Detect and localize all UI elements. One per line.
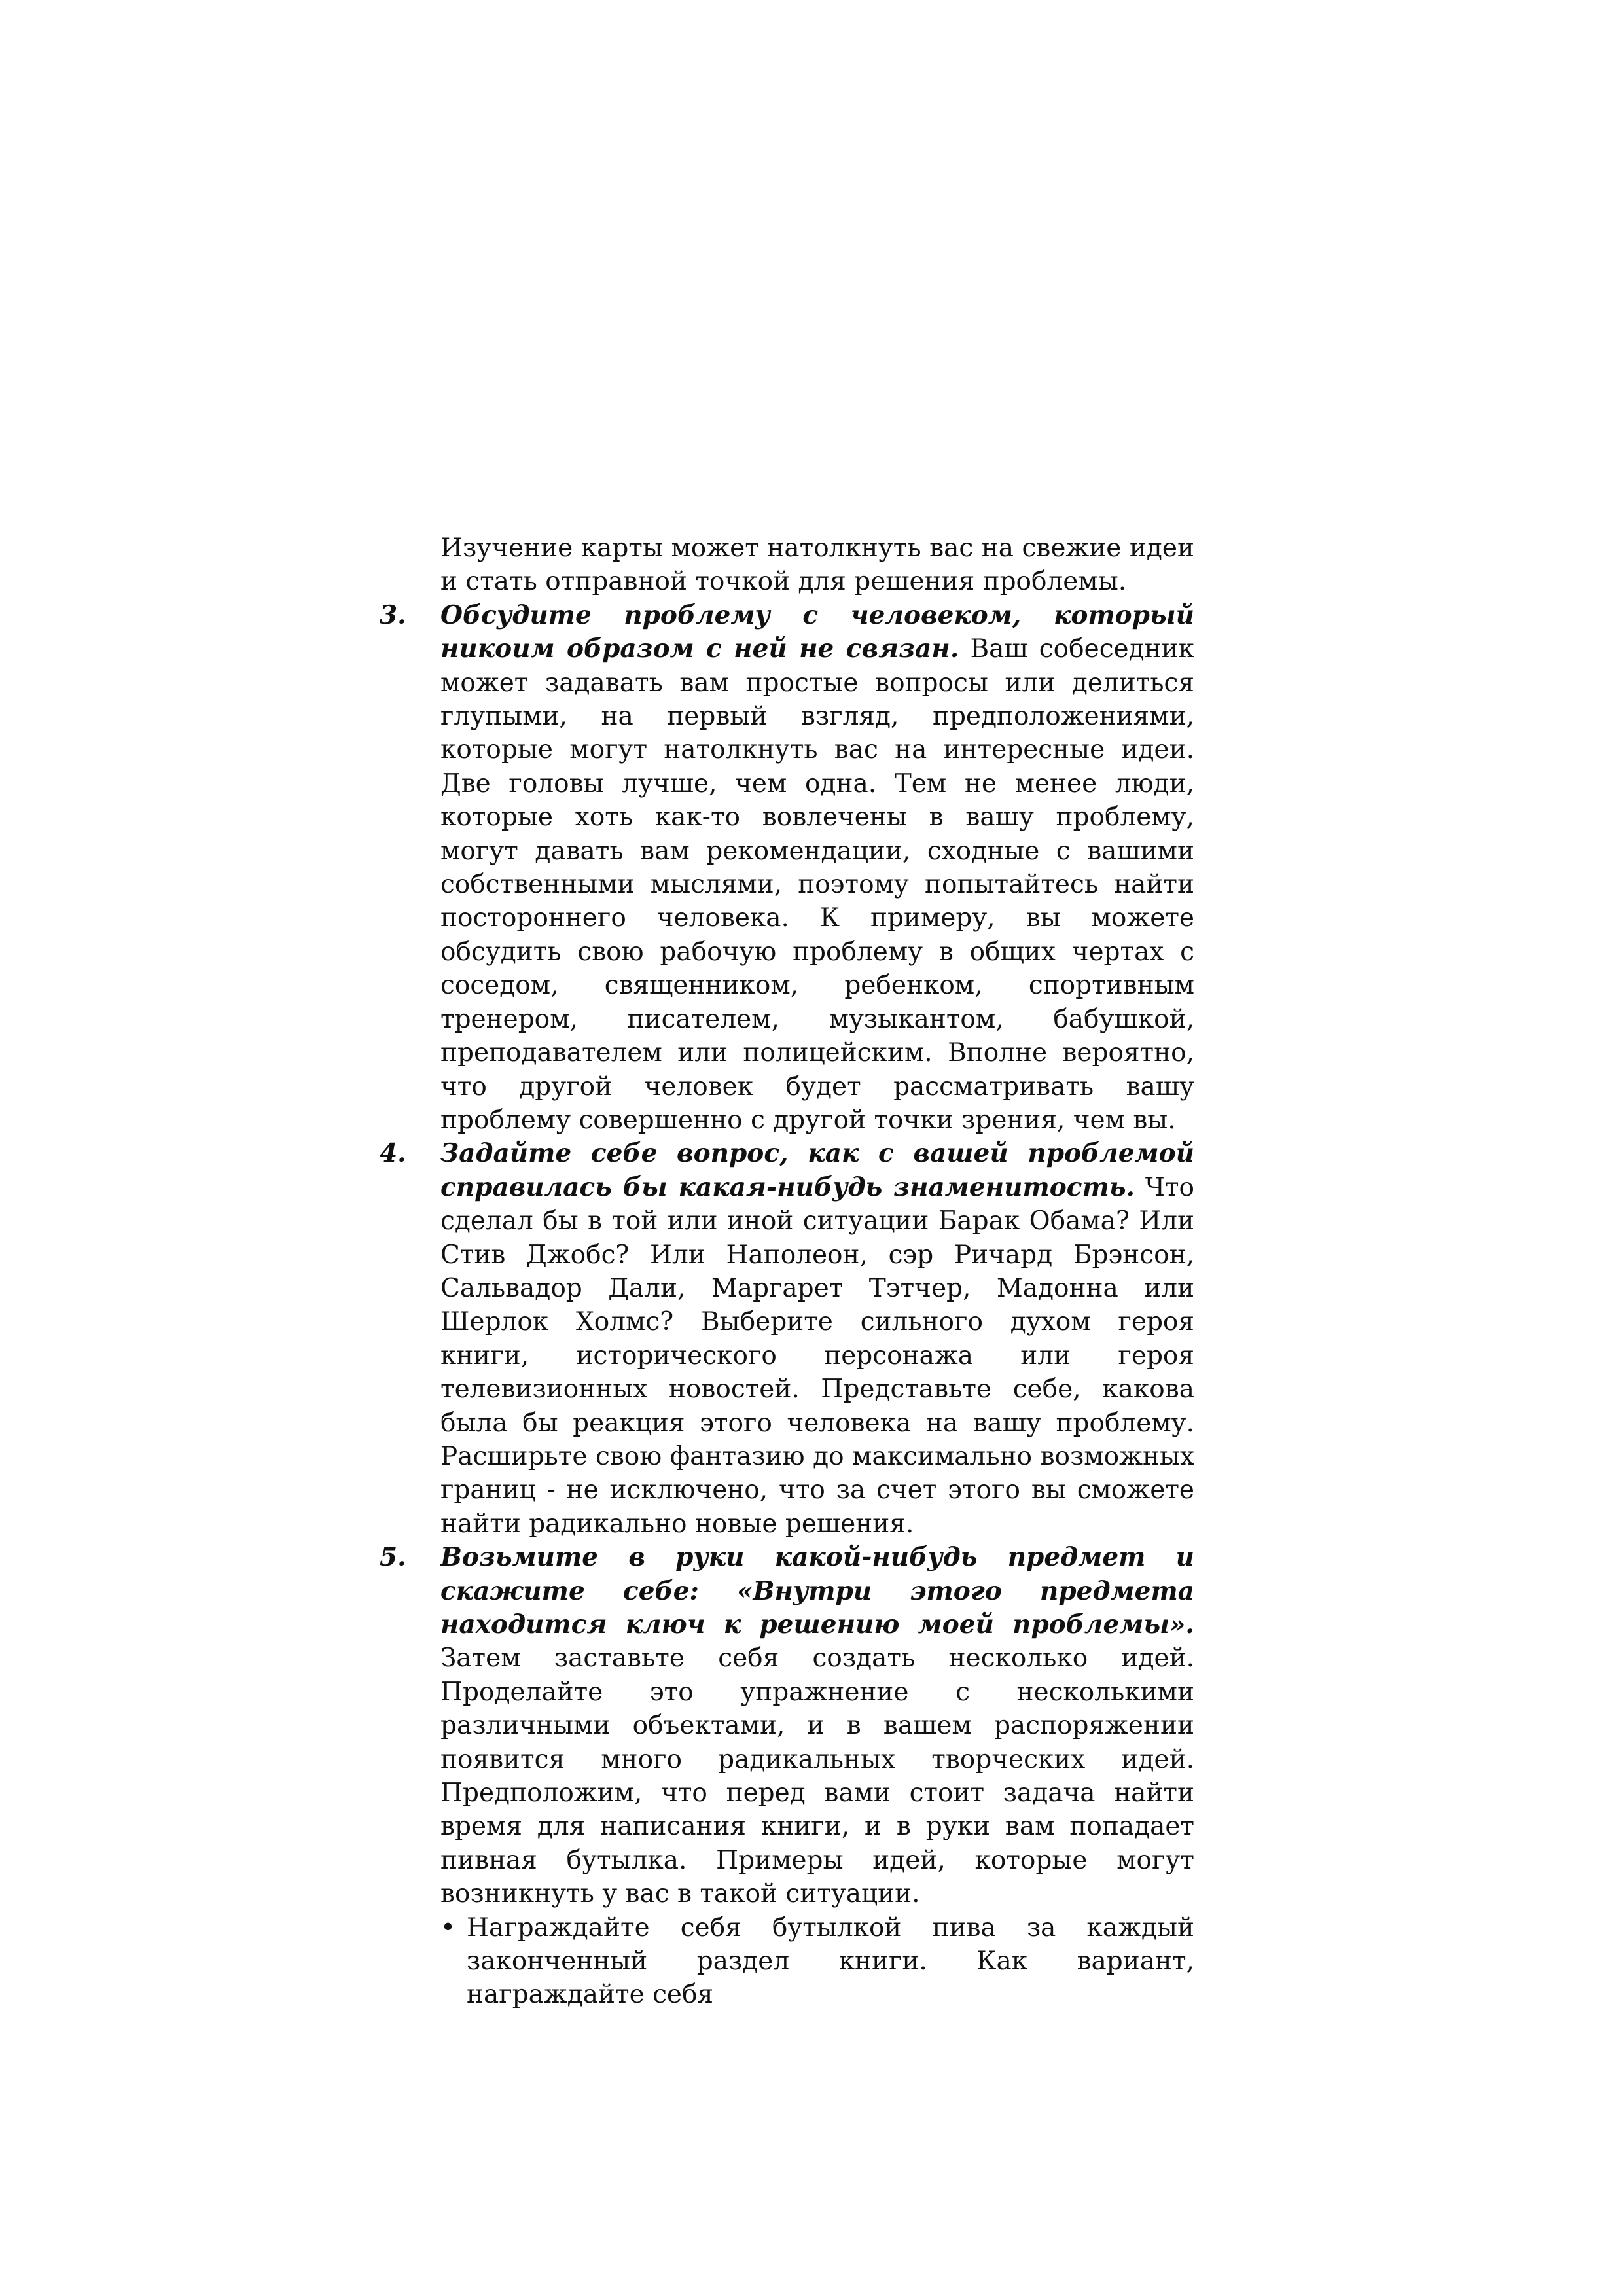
text-block (380, 531, 1194, 2012)
item-number: 4. (380, 1138, 406, 1169)
item-number: 5. (380, 1542, 406, 1573)
item-body: Затем заставьте себя создать несколько идей. Проделайте это упражнение с несколькими различными объектами, и в вашем распоряжении появится много радикальных творческих идей. Предположим, что перед вами стоит задача найти время для написания книги, и в руки вам попадает пивная бутылка. Примеры идей, которые могут возникнуть у вас в такой ситуации. (440, 1643, 1194, 1909)
bullet-icon: • (440, 1912, 456, 1943)
intro-paragraph: Изучение карты может натолкнуть вас на свежие идеи и стать отправной точкой для решения проблемы. (440, 533, 1194, 597)
item-heading: Возьмите в руки какой-нибудь предмет и скажите себе: «Внутри этого предмета находится ключ к решению моей проблемы». (440, 1542, 1194, 1640)
list-item-5 (380, 1541, 1194, 1910)
item-body: Ваш собеседник может задавать вам простые вопросы или делиться глупыми, на первый взгляд, предположениями, которые могут натолкнуть вас на интересные идеи. Две головы лучше, чем одна. Тем не менее люди, которые хоть как-то вовлечены в вашу проблему, могут давать вам рекомендации, сходные с вашими собственными мыслями, поэтому попытайтесь найти постороннего человека. К примеру, вы можете обсудить свою рабочую проблему в общих чертах с соседом, священником, ребенком, спортивным тренером, писателем, музыкантом, бабушкой, преподавателем или полицейским. Вполне вероятно, что другой человек будет рассматривать вашу проблему совершенно с другой точки зрения, чем вы. (440, 634, 1194, 1135)
item-body: Что сделал бы в той или иной ситуации Барак Обама? Или Стив Джобс? Или Наполеон, сэр Ричард Брэнсон, Сальвадор Дали, Маргарет Тэтчер, Мадонна или Шерлок Холмс? Выберите сильного духом героя книги, исторического персонажа или героя телевизионных новостей. Представьте себе, какова была бы реакция этого человека на вашу проблему. Расширьте свою фантазию до максимально возможных границ - не исключено, что за счет этого вы сможете найти радикально новые решения. (440, 1172, 1194, 1539)
item-heading: Обсудите проблему с человеком, который никоим образом с ней не связан. (440, 600, 1194, 664)
list-item-4 (380, 1137, 1194, 1541)
item-heading: Задайте себе вопрос, как с вашей проблемой справилась бы какая-нибудь знаменитость. (440, 1138, 1194, 1202)
bullet-text: Награждайте себя бутылкой пива за каждый законченный раздел книги. Как вариант, награждайте себя (467, 1912, 1194, 2010)
item-number: 3. (380, 600, 406, 630)
list-item-3 (380, 599, 1194, 1138)
bullet-item (440, 1911, 1194, 2012)
